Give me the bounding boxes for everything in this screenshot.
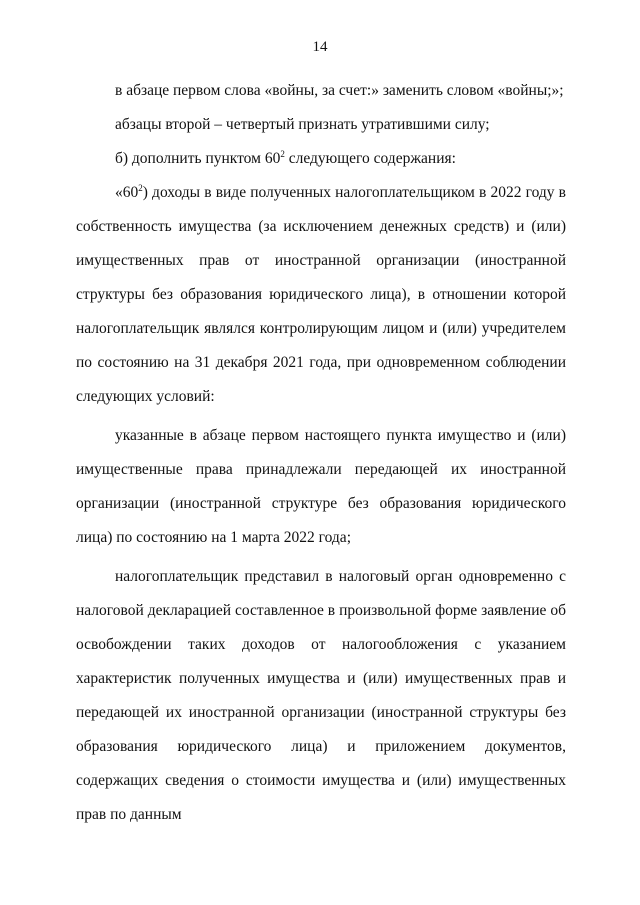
paragraph-6: налогоплательщик представил в налоговый орган одновременно с налоговой декларацией составленное в произвольной форме заявление об освобождении таких доходов от налогообложения с указанием характеристик полученных имущества и (или) имущественных прав и передающей их иностранной организации (иностранной структуры без образования юридического лица) и приложением документов, содержащих сведения о стоимости имущества и (или) имущественных прав по данным xyxy=(76,568,566,823)
paragraph-2: абзацы второй – четвертый признать утратившими силу; xyxy=(115,116,490,133)
paragraph-3-text-after: следующего содержания: xyxy=(284,150,456,167)
paragraph-1: в абзаце первом слова «войны, за счет:» заменить словом «войны;»; xyxy=(115,82,564,99)
paragraph-4-text-after: ) доходы в виде полученных налогоплательщиком в 2022 году в собственность имущества (за исключением денежных средств) и (или) имущественных прав от иностранной организации (иностранной структуры без образования юридического лица), в отношении которой налогоплательщик являлся контролирующим лицом и (или) учредителем по состоянию на 31 декабря 2021 года, при одновременном соблюдении следующих условий: xyxy=(76,184,566,405)
page-number: 14 xyxy=(312,39,328,55)
paragraph-3-superscript: 2 xyxy=(280,149,285,159)
document-body xyxy=(76,74,566,832)
paragraph-5: указанные в абзаце первом настоящего пункта имущество и (или) имущественные права принадлежали передающей их иностранной организации (иностранной структуре без образования юридического лица) по состоянию на 1 марта 2022 года; xyxy=(76,427,566,546)
paragraph-4-superscript: 2 xyxy=(138,183,143,193)
paragraph-3-text-before: б) дополнить пунктом 60 xyxy=(115,150,281,167)
paragraph-4 xyxy=(76,176,566,414)
paragraph-4-text-before: «60 xyxy=(115,184,139,201)
paragraph-3 xyxy=(76,142,566,176)
